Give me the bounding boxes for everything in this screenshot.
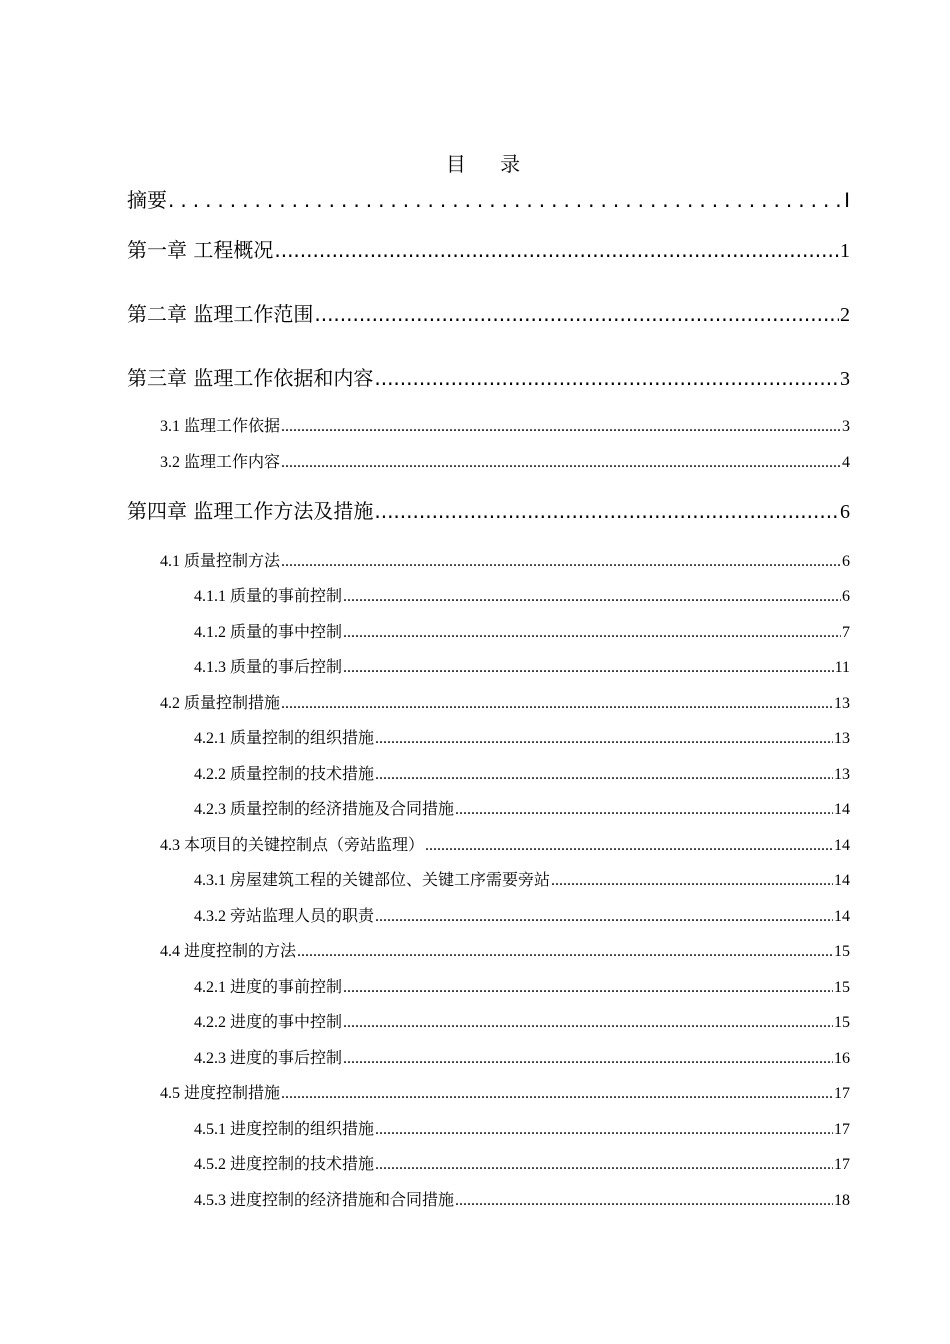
- toc-dot-leader: [425, 837, 833, 855]
- toc-entry-page-number: 6: [842, 553, 850, 570]
- toc-entry-page-number: 14: [834, 837, 850, 854]
- toc-dot-leader: [297, 943, 833, 961]
- toc-entry-page-number: 1: [840, 240, 850, 262]
- toc-entry-page-number: 6: [840, 501, 850, 523]
- toc-dot-leader: [343, 979, 833, 997]
- toc-entry-label: 4.3.2 旁站监理人员的职责: [194, 908, 375, 925]
- toc-entry[interactable]: [160, 938, 850, 961]
- toc-entry[interactable]: [194, 903, 850, 926]
- toc-entry-page-number: 15: [834, 979, 850, 996]
- toc-entry-label: 4.3.1 房屋建筑工程的关键部位、关键工序需要旁站: [194, 872, 551, 889]
- toc-dot-leader: [455, 1192, 833, 1210]
- toc-entry-page-number: 13: [834, 730, 850, 747]
- toc-entry-label: 4.5.3 进度控制的经济措施和合同措施: [194, 1192, 455, 1209]
- toc-entry[interactable]: [194, 1116, 850, 1139]
- toc-entry-label: 4.2.1 进度的事前控制: [194, 979, 343, 996]
- toc-entry-label: 4.1.1 质量的事前控制: [194, 588, 343, 605]
- toc-entry-page-number: 18: [834, 1192, 850, 1209]
- toc-entry[interactable]: [127, 298, 850, 327]
- toc-entry-page-number: 17: [834, 1085, 850, 1102]
- toc-dot-leader: [343, 624, 841, 642]
- toc-entry[interactable]: [127, 184, 850, 213]
- toc-entry-label: 4.2.3 进度的事后控制: [194, 1050, 343, 1067]
- toc-entry-label: 第三章 监理工作依据和内容: [127, 366, 374, 390]
- toc-dot-leader: [375, 766, 833, 784]
- toc-entry-label: 第一章 工程概况: [127, 238, 274, 262]
- toc-dot-leader: [314, 302, 839, 326]
- toc-entry[interactable]: [194, 725, 850, 748]
- toc-entry-label: 4.5.2 进度控制的技术措施: [194, 1156, 375, 1173]
- toc-entry-page-number: 4: [842, 454, 850, 471]
- toc-entry-label: 3.1 监理工作依据: [160, 418, 281, 435]
- toc-dot-leader: [343, 1014, 833, 1032]
- toc-dot-leader: [374, 366, 839, 390]
- toc-entry-label: 4.2 质量控制措施: [160, 695, 281, 712]
- toc-entry[interactable]: [194, 654, 850, 677]
- toc-entry-page-number: 6: [842, 588, 850, 605]
- toc-dot-leader: [375, 730, 833, 748]
- toc-entry-label: 4.5 进度控制措施: [160, 1085, 281, 1102]
- toc-dot-leader: [374, 499, 839, 523]
- toc-entry[interactable]: [160, 413, 850, 436]
- toc-entry-page-number: 3: [842, 418, 850, 435]
- toc-entry[interactable]: [194, 1045, 850, 1068]
- toc-dot-leader: [281, 553, 841, 571]
- toc-entry-page-number: 14: [834, 908, 850, 925]
- toc-entry[interactable]: [194, 796, 850, 819]
- toc-dot-leader: [375, 908, 833, 926]
- toc-dot-leader: [375, 1156, 833, 1174]
- toc-dot-leader: [281, 418, 841, 436]
- toc-dot-leader: [375, 1121, 833, 1139]
- toc-entry-page-number: 15: [834, 1014, 850, 1031]
- toc-dot-leader: [168, 188, 843, 212]
- toc-entry-label: 4.1.2 质量的事中控制: [194, 624, 343, 641]
- toc-entry-label: 摘要: [127, 188, 167, 212]
- toc-entry[interactable]: [160, 449, 850, 472]
- toc-entry-page-number: 13: [834, 766, 850, 783]
- toc-entry-page-number: 2: [840, 304, 850, 326]
- toc-entry-page-number: 13: [834, 695, 850, 712]
- toc-entry-label: 4.1 质量控制方法: [160, 553, 281, 570]
- toc-entry[interactable]: [160, 1080, 850, 1103]
- toc-entry[interactable]: [160, 690, 850, 713]
- toc-entry-page-number: 15: [834, 943, 850, 960]
- toc-dot-leader: [343, 588, 841, 606]
- toc-entry[interactable]: [127, 362, 850, 391]
- toc-entry[interactable]: [194, 1187, 850, 1210]
- toc-entry-page-number: 17: [834, 1156, 850, 1173]
- toc-entry-label: 4.2.2 进度的事中控制: [194, 1014, 343, 1031]
- toc-entry-page-number: 11: [834, 659, 850, 676]
- toc-entry-label: 第二章 监理工作范围: [127, 302, 314, 326]
- toc-dot-leader: [343, 1050, 833, 1068]
- toc-entry[interactable]: [160, 832, 850, 855]
- toc-title: 目 录: [445, 152, 535, 176]
- toc-dot-leader: [281, 695, 833, 713]
- toc-entry[interactable]: [160, 548, 850, 571]
- toc-entry-label: 4.5.1 进度控制的组织措施: [194, 1121, 375, 1138]
- toc-dot-leader: [455, 801, 833, 819]
- toc-entry[interactable]: [194, 1009, 850, 1032]
- toc-entry[interactable]: [194, 867, 850, 890]
- toc-dot-leader: [274, 238, 839, 262]
- toc-entry[interactable]: [194, 583, 850, 606]
- toc-entry-page-number: 14: [834, 801, 850, 818]
- toc-entry[interactable]: [194, 761, 850, 784]
- toc-dot-leader: [281, 454, 841, 472]
- toc-entry[interactable]: [194, 1151, 850, 1174]
- toc-entry-page-number: 14: [834, 872, 850, 889]
- toc-entry[interactable]: [127, 234, 850, 263]
- toc-entry-label: 4.2.3 质量控制的经济措施及合同措施: [194, 801, 455, 818]
- toc-entry[interactable]: [194, 619, 850, 642]
- toc-entry-label: 4.4 进度控制的方法: [160, 943, 297, 960]
- toc-entry-label: 4.1.3 质量的事后控制: [194, 659, 343, 676]
- toc-entry-page-number: 7: [842, 624, 850, 641]
- toc-entry-page-number: Ⅰ: [844, 190, 850, 212]
- toc-entry[interactable]: [194, 974, 850, 997]
- toc-dot-leader: [343, 659, 834, 677]
- toc-entry[interactable]: [127, 495, 850, 524]
- toc-entry-page-number: 16: [834, 1050, 850, 1067]
- toc-entry-label: 4.3 本项目的关键控制点（旁站监理）: [160, 837, 425, 854]
- toc-entry-label: 4.2.1 质量控制的组织措施: [194, 730, 375, 747]
- toc-entry-page-number: 17: [834, 1121, 850, 1138]
- toc-entry-label: 第四章 监理工作方法及措施: [127, 499, 374, 523]
- toc-dot-leader: [551, 872, 833, 890]
- toc-entry-page-number: 3: [840, 368, 850, 390]
- toc-entry-label: 3.2 监理工作内容: [160, 454, 281, 471]
- toc-dot-leader: [281, 1085, 833, 1103]
- toc-entry-label: 4.2.2 质量控制的技术措施: [194, 766, 375, 783]
